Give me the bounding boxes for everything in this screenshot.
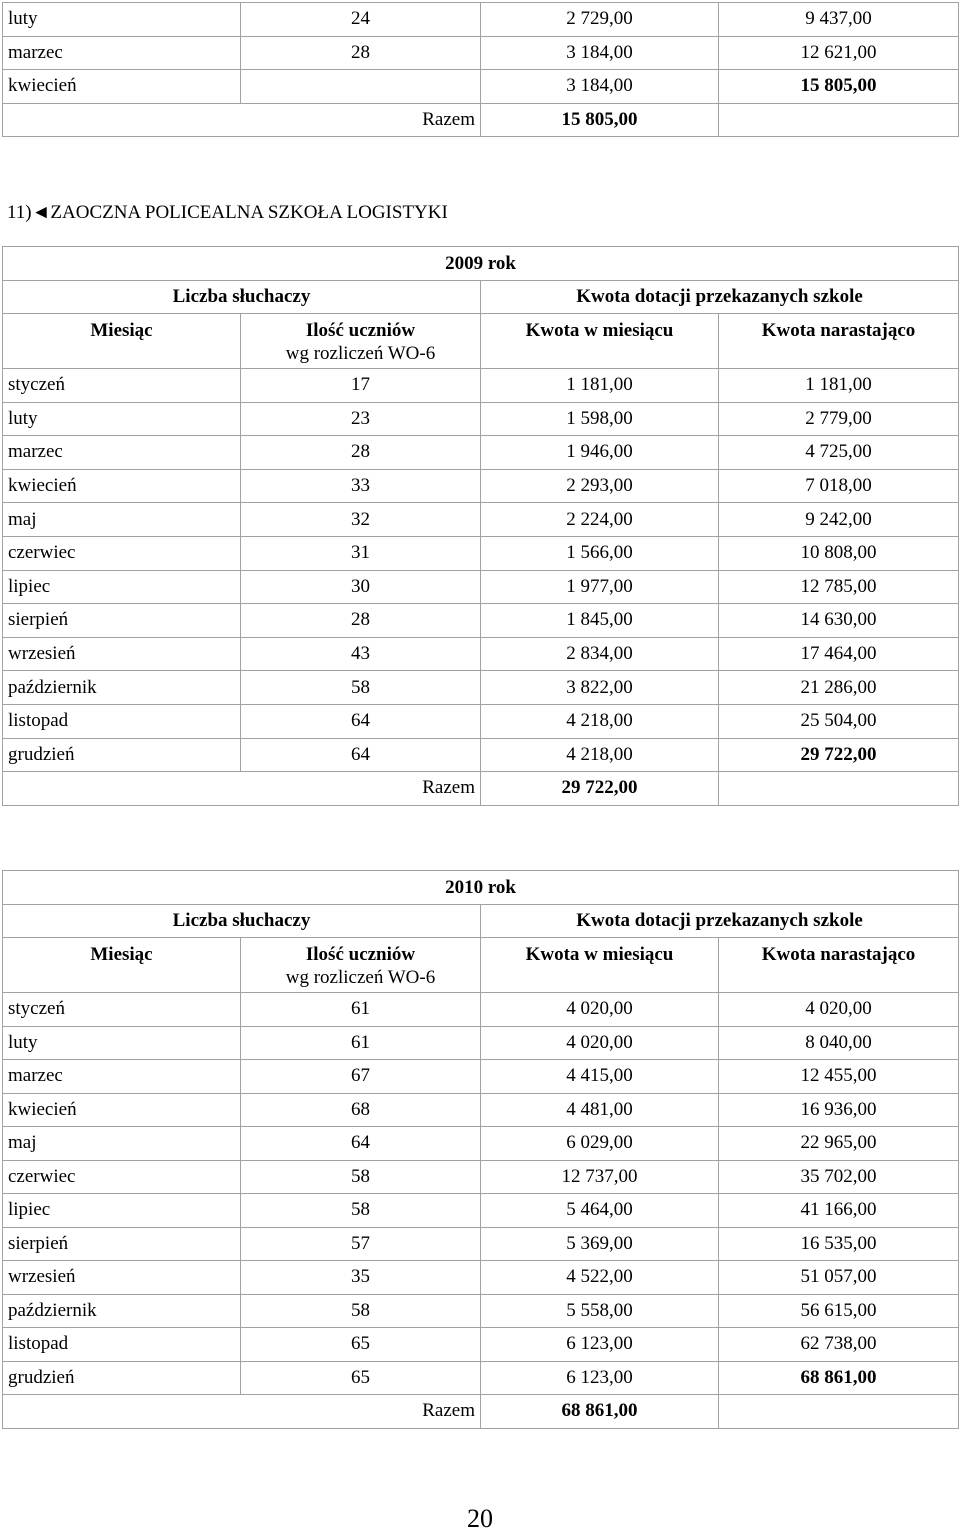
cumulative-amount-cell: 8 040,00 bbox=[719, 1026, 959, 1060]
table-row bbox=[3, 1294, 959, 1328]
month-cell: październik bbox=[3, 671, 241, 705]
month-cell: marzec bbox=[3, 36, 241, 70]
monthly-amount-cell: 4 218,00 bbox=[481, 738, 719, 772]
cumulative-amount-cell: 29 722,00 bbox=[719, 738, 959, 772]
table-row bbox=[3, 738, 959, 772]
cumulative-amount-cell: 1 181,00 bbox=[719, 369, 959, 403]
student-count-cell: 64 bbox=[241, 1127, 481, 1161]
table-row bbox=[3, 570, 959, 604]
student-count-cell: 64 bbox=[241, 704, 481, 738]
cumulative-amount-cell: 12 621,00 bbox=[719, 36, 959, 70]
table-row bbox=[3, 604, 959, 638]
total-row bbox=[3, 772, 959, 806]
student-count-cell: 30 bbox=[241, 570, 481, 604]
funding-group-header: Kwota dotacji przekazanych szkole bbox=[481, 281, 959, 314]
table-row bbox=[3, 436, 959, 470]
student-count-cell: 35 bbox=[241, 1261, 481, 1295]
table-row bbox=[3, 1194, 959, 1228]
monthly-amount-cell: 4 020,00 bbox=[481, 993, 719, 1027]
monthly-amount-cell: 4 415,00 bbox=[481, 1060, 719, 1094]
monthly-amount-cell: 6 123,00 bbox=[481, 1328, 719, 1362]
cumulative-amount-cell: 10 808,00 bbox=[719, 536, 959, 570]
student-count-cell: 32 bbox=[241, 503, 481, 537]
student-count-cell: 28 bbox=[241, 436, 481, 470]
month-cell: listopad bbox=[3, 1328, 241, 1362]
student-count-cell bbox=[241, 70, 481, 104]
cumulative-amount-cell: 51 057,00 bbox=[719, 1261, 959, 1295]
cumulative-amount-cell: 4 020,00 bbox=[719, 993, 959, 1027]
monthly-amount-cell: 1 845,00 bbox=[481, 604, 719, 638]
monthly-amount-cell: 4 020,00 bbox=[481, 1026, 719, 1060]
table-row bbox=[3, 402, 959, 436]
monthly-amount-cell: 2 293,00 bbox=[481, 469, 719, 503]
funding-table-2010 bbox=[2, 870, 959, 1429]
funding-table-continued bbox=[2, 2, 959, 137]
table-row bbox=[3, 1160, 959, 1194]
student-count-cell: 43 bbox=[241, 637, 481, 671]
month-cell: maj bbox=[3, 503, 241, 537]
monthly-amount-cell: 2 224,00 bbox=[481, 503, 719, 537]
monthly-column-header: Kwota w miesiącu bbox=[481, 314, 719, 369]
month-column-header: Miesiąc bbox=[3, 938, 241, 993]
monthly-amount-cell: 12 737,00 bbox=[481, 1160, 719, 1194]
cumulative-amount-cell: 7 018,00 bbox=[719, 469, 959, 503]
student-count-cell: 58 bbox=[241, 1160, 481, 1194]
monthly-amount-cell: 4 218,00 bbox=[481, 704, 719, 738]
students-group-header: Liczba słuchaczy bbox=[3, 281, 481, 314]
month-cell: grudzień bbox=[3, 1361, 241, 1395]
cumulative-amount-cell: 9 242,00 bbox=[719, 503, 959, 537]
month-cell: październik bbox=[3, 1294, 241, 1328]
total-amount: 29 722,00 bbox=[481, 772, 719, 806]
students-column-subtitle: wg rozliczeń WO-6 bbox=[285, 967, 436, 988]
table-row bbox=[3, 3, 959, 37]
month-cell: styczeń bbox=[3, 369, 241, 403]
cumulative-column-header: Kwota narastająco bbox=[719, 314, 959, 369]
month-cell: sierpień bbox=[3, 604, 241, 638]
students-column-title: Ilość uczniów bbox=[305, 944, 416, 965]
year-header-row bbox=[3, 871, 959, 905]
student-count-cell: 58 bbox=[241, 671, 481, 705]
monthly-amount-cell: 4 481,00 bbox=[481, 1093, 719, 1127]
students-group-header: Liczba słuchaczy bbox=[3, 905, 481, 938]
funding-group-header: Kwota dotacji przekazanych szkole bbox=[481, 905, 959, 938]
monthly-amount-cell: 6 029,00 bbox=[481, 1127, 719, 1161]
cumulative-amount-cell: 2 779,00 bbox=[719, 402, 959, 436]
cumulative-amount-cell: 17 464,00 bbox=[719, 637, 959, 671]
student-count-cell: 65 bbox=[241, 1328, 481, 1362]
student-count-cell: 33 bbox=[241, 469, 481, 503]
table-row bbox=[3, 36, 959, 70]
cumulative-column-header: Kwota narastająco bbox=[719, 938, 959, 993]
cumulative-amount-cell: 15 805,00 bbox=[719, 70, 959, 104]
month-cell: luty bbox=[3, 402, 241, 436]
month-cell: listopad bbox=[3, 704, 241, 738]
table-row bbox=[3, 1060, 959, 1094]
student-count-cell: 65 bbox=[241, 1361, 481, 1395]
cumulative-amount-cell: 9 437,00 bbox=[719, 3, 959, 37]
column-header-row bbox=[3, 938, 959, 993]
month-cell: marzec bbox=[3, 1060, 241, 1094]
monthly-amount-cell: 1 977,00 bbox=[481, 570, 719, 604]
group-header-row bbox=[3, 905, 959, 938]
table-row bbox=[3, 993, 959, 1027]
cumulative-amount-cell: 41 166,00 bbox=[719, 1194, 959, 1228]
month-cell: luty bbox=[3, 1026, 241, 1060]
month-cell: wrzesień bbox=[3, 1261, 241, 1295]
student-count-cell: 57 bbox=[241, 1227, 481, 1261]
monthly-amount-cell: 6 123,00 bbox=[481, 1361, 719, 1395]
monthly-amount-cell: 5 369,00 bbox=[481, 1227, 719, 1261]
month-cell: luty bbox=[3, 3, 241, 37]
cumulative-amount-cell: 12 785,00 bbox=[719, 570, 959, 604]
monthly-amount-cell: 3 184,00 bbox=[481, 36, 719, 70]
table-row bbox=[3, 503, 959, 537]
student-count-cell: 68 bbox=[241, 1093, 481, 1127]
month-cell: czerwiec bbox=[3, 1160, 241, 1194]
total-amount: 68 861,00 bbox=[481, 1395, 719, 1429]
cumulative-amount-cell: 25 504,00 bbox=[719, 704, 959, 738]
month-cell: marzec bbox=[3, 436, 241, 470]
table-row bbox=[3, 536, 959, 570]
monthly-amount-cell: 2 834,00 bbox=[481, 637, 719, 671]
monthly-amount-cell: 5 464,00 bbox=[481, 1194, 719, 1228]
empty-cell bbox=[719, 103, 959, 137]
empty-cell bbox=[719, 1395, 959, 1429]
table-row bbox=[3, 671, 959, 705]
total-label: Razem bbox=[3, 1395, 481, 1429]
monthly-amount-cell: 1 598,00 bbox=[481, 402, 719, 436]
student-count-cell: 28 bbox=[241, 36, 481, 70]
student-count-cell: 31 bbox=[241, 536, 481, 570]
student-count-cell: 17 bbox=[241, 369, 481, 403]
student-count-cell: 28 bbox=[241, 604, 481, 638]
total-label: Razem bbox=[3, 772, 481, 806]
month-cell: maj bbox=[3, 1127, 241, 1161]
total-row bbox=[3, 1395, 959, 1429]
table-row bbox=[3, 70, 959, 104]
monthly-amount-cell: 2 729,00 bbox=[481, 3, 719, 37]
table-row bbox=[3, 1261, 959, 1295]
month-cell: kwiecień bbox=[3, 469, 241, 503]
month-cell: wrzesień bbox=[3, 637, 241, 671]
page-number: 20 bbox=[467, 1504, 493, 1533]
table-row bbox=[3, 469, 959, 503]
month-cell: kwiecień bbox=[3, 1093, 241, 1127]
table-row bbox=[3, 1127, 959, 1161]
total-row bbox=[3, 103, 959, 137]
monthly-amount-cell: 1 181,00 bbox=[481, 369, 719, 403]
month-cell: czerwiec bbox=[3, 536, 241, 570]
cumulative-amount-cell: 56 615,00 bbox=[719, 1294, 959, 1328]
month-cell: lipiec bbox=[3, 570, 241, 604]
cumulative-amount-cell: 35 702,00 bbox=[719, 1160, 959, 1194]
table-row bbox=[3, 1093, 959, 1127]
students-column-header bbox=[241, 314, 481, 369]
monthly-amount-cell: 3 822,00 bbox=[481, 671, 719, 705]
table-row bbox=[3, 1026, 959, 1060]
total-label: Razem bbox=[3, 103, 481, 137]
empty-cell bbox=[719, 772, 959, 806]
student-count-cell: 58 bbox=[241, 1294, 481, 1328]
group-header-row bbox=[3, 281, 959, 314]
section-heading: 11)◄ZAOCZNA POLICEALNA SZKOŁA LOGISTYKI bbox=[7, 202, 448, 223]
total-amount: 15 805,00 bbox=[481, 103, 719, 137]
monthly-amount-cell: 4 522,00 bbox=[481, 1261, 719, 1295]
student-count-cell: 23 bbox=[241, 402, 481, 436]
column-header-row bbox=[3, 314, 959, 369]
table-row bbox=[3, 1328, 959, 1362]
students-column-subtitle: wg rozliczeń WO-6 bbox=[285, 343, 436, 364]
cumulative-amount-cell: 14 630,00 bbox=[719, 604, 959, 638]
cumulative-amount-cell: 12 455,00 bbox=[719, 1060, 959, 1094]
cumulative-amount-cell: 16 535,00 bbox=[719, 1227, 959, 1261]
cumulative-amount-cell: 62 738,00 bbox=[719, 1328, 959, 1362]
cumulative-amount-cell: 68 861,00 bbox=[719, 1361, 959, 1395]
student-count-cell: 61 bbox=[241, 1026, 481, 1060]
monthly-column-header: Kwota w miesiącu bbox=[481, 938, 719, 993]
students-column-title: Ilość uczniów bbox=[305, 320, 416, 341]
student-count-cell: 67 bbox=[241, 1060, 481, 1094]
year-header: 2009 rok bbox=[3, 247, 959, 281]
student-count-cell: 24 bbox=[241, 3, 481, 37]
cumulative-amount-cell: 22 965,00 bbox=[719, 1127, 959, 1161]
cumulative-amount-cell: 4 725,00 bbox=[719, 436, 959, 470]
student-count-cell: 58 bbox=[241, 1194, 481, 1228]
cumulative-amount-cell: 21 286,00 bbox=[719, 671, 959, 705]
cumulative-amount-cell: 16 936,00 bbox=[719, 1093, 959, 1127]
table-row bbox=[3, 704, 959, 738]
month-cell: sierpień bbox=[3, 1227, 241, 1261]
monthly-amount-cell: 1 946,00 bbox=[481, 436, 719, 470]
table-row bbox=[3, 637, 959, 671]
student-count-cell: 61 bbox=[241, 993, 481, 1027]
month-column-header: Miesiąc bbox=[3, 314, 241, 369]
year-header: 2010 rok bbox=[3, 871, 959, 905]
table-row bbox=[3, 369, 959, 403]
month-cell: grudzień bbox=[3, 738, 241, 772]
table-row bbox=[3, 1361, 959, 1395]
funding-table-2009 bbox=[2, 246, 959, 806]
month-cell: lipiec bbox=[3, 1194, 241, 1228]
students-column-header bbox=[241, 938, 481, 993]
monthly-amount-cell: 1 566,00 bbox=[481, 536, 719, 570]
table-row bbox=[3, 1227, 959, 1261]
year-header-row bbox=[3, 247, 959, 281]
monthly-amount-cell: 5 558,00 bbox=[481, 1294, 719, 1328]
student-count-cell: 64 bbox=[241, 738, 481, 772]
month-cell: styczeń bbox=[3, 993, 241, 1027]
month-cell: kwiecień bbox=[3, 70, 241, 104]
monthly-amount-cell: 3 184,00 bbox=[481, 70, 719, 104]
